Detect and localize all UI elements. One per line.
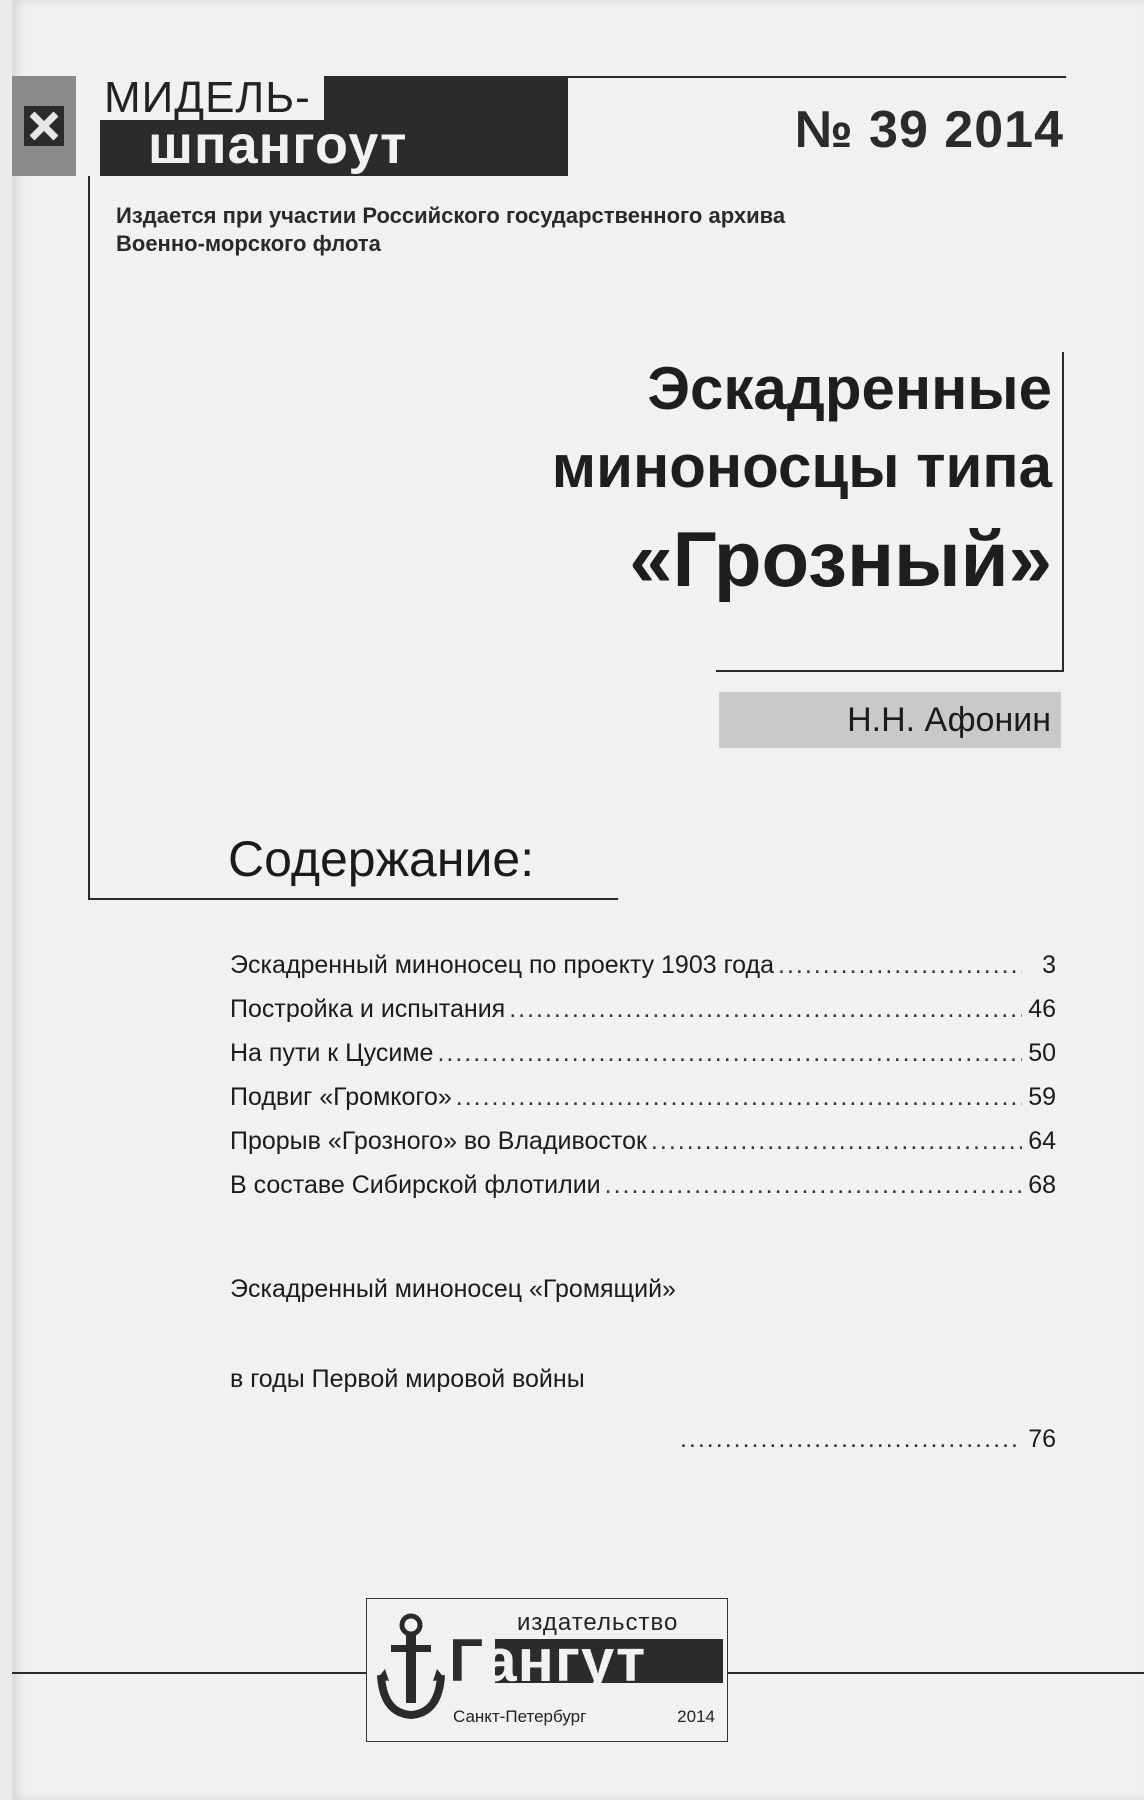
footer-left-rule	[12, 1672, 366, 1674]
toc-item	[230, 1214, 1056, 1454]
toc-item-title: В составе Сибирской флотилии	[230, 1171, 601, 1199]
toc-item	[230, 1038, 1056, 1068]
archive-note-line2: Военно-морского флота	[116, 231, 381, 256]
contents-underline	[88, 898, 618, 900]
author-name: Н.Н. Афонин	[719, 692, 1061, 748]
toc-item-page: 46	[1028, 995, 1056, 1023]
toc-leader	[605, 1170, 1022, 1200]
publisher-name	[449, 1629, 646, 1693]
toc-item-page: 64	[1028, 1127, 1056, 1155]
series-logo	[100, 73, 568, 176]
publisher-city: Санкт-Петербург	[453, 1707, 587, 1726]
archive-note	[116, 202, 996, 258]
publisher-year: 2014	[677, 1707, 715, 1726]
footer-right-rule	[728, 1672, 1144, 1674]
toc-item-title: Постройка и испытания	[230, 995, 506, 1023]
toc-item-title: Прорыв «Грозного» во Владивосток	[230, 1127, 647, 1155]
book-title	[292, 350, 1052, 610]
toc-item-title: На пути к Цусиме	[230, 1039, 434, 1067]
toc-item-page: 50	[1028, 1039, 1056, 1067]
table-of-contents	[230, 950, 1056, 1468]
toc-item-title-line1: Эскадренный миноносец «Громящий»	[230, 1275, 676, 1303]
series-mark	[12, 76, 76, 176]
publisher-label: издательство	[517, 1609, 679, 1636]
toc-leader	[509, 994, 1022, 1024]
publisher-name-initial: Г	[449, 1627, 484, 1694]
toc-item-title	[230, 1214, 676, 1454]
title-line1: Эскадренные	[647, 355, 1052, 422]
title-frame-rule	[1062, 352, 1064, 672]
book-page	[12, 0, 1144, 1800]
issue-number: № 39 2014	[794, 101, 1064, 159]
publisher-name-rest: ангут	[483, 1627, 647, 1694]
toc-item-page: 3	[1042, 951, 1056, 979]
crossed-x-icon	[22, 104, 66, 148]
archive-note-line1: Издается при участии Российского государственного архива	[116, 203, 786, 228]
toc-item-title: Подвиг «Громкого»	[230, 1083, 452, 1111]
toc-item	[230, 950, 1056, 980]
title-line2: миноносцы типа	[551, 433, 1052, 500]
toc-item	[230, 1126, 1056, 1156]
anchor-icon	[377, 1613, 445, 1723]
title-bottom-rule	[716, 670, 1064, 672]
toc-item	[230, 1170, 1056, 1200]
left-frame-rule	[88, 176, 90, 898]
series-name-line2: шпангоут	[148, 115, 408, 175]
toc-item	[230, 994, 1056, 1024]
toc-item-page: 59	[1028, 1083, 1056, 1111]
toc-item-title: Эскадренный миноносец по проекту 1903 года	[230, 951, 774, 979]
toc-leader	[456, 1082, 1022, 1112]
toc-item	[230, 1082, 1056, 1112]
toc-item-page: 76	[1028, 1425, 1056, 1453]
series-name-line1: МИДЕЛЬ-	[100, 76, 324, 120]
title-line3: «Грозный»	[629, 515, 1052, 603]
toc-leader	[437, 1038, 1022, 1068]
header-top-rule	[568, 76, 1066, 78]
toc-leader	[680, 1424, 1022, 1454]
publisher-logo	[366, 1598, 728, 1742]
toc-item-title-line2: в годы Первой мировой войны	[230, 1365, 585, 1393]
contents-heading: Содержание:	[228, 831, 535, 887]
toc-leader	[651, 1126, 1022, 1156]
toc-leader	[778, 950, 1022, 980]
toc-item-page: 68	[1028, 1171, 1056, 1199]
